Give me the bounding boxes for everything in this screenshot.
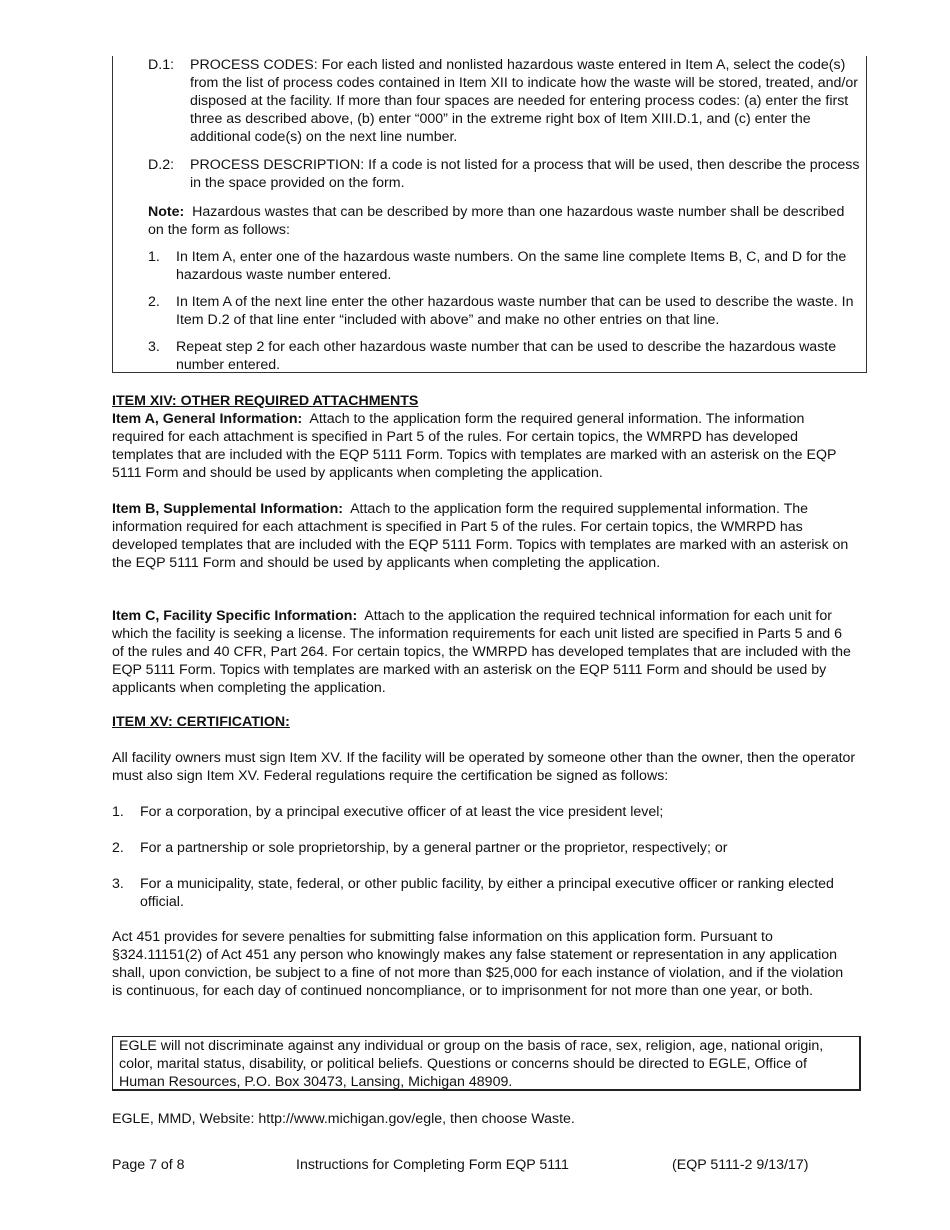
item-xiv-heading: ITEM XIV: OTHER REQUIRED ATTACHMENTS bbox=[112, 393, 419, 409]
item-xiv-a-label: Item A, General Information: bbox=[112, 411, 303, 427]
list-number: 2. bbox=[112, 840, 124, 856]
note-step-text: In Item A of the next line enter the other hazardous waste number that can be used to describe the waste. In Item D.2 of that line enter “included with above” and make no other entries on that line. bbox=[176, 294, 854, 328]
item-xv-heading: ITEM XV: CERTIFICATION: bbox=[112, 714, 290, 730]
item-xiv-b-text: Attach to the application form the required supplemental information. The information required for each attachment is specified in Part 5 of the rules. For certain topics, the WMRPD has developed templates that are included with the EQP 5111 Form. Topics with templates are marked with an asterisk on the EQP 5111 Form and should be used by applicants when completing the application. bbox=[112, 501, 849, 571]
item-d2-label: D.2: bbox=[148, 157, 175, 173]
item-d2-text: PROCESS DESCRIPTION: If a code is not listed for a process that will be used, then describe the process in the space provided on the form. bbox=[190, 157, 860, 191]
note-step-text: In Item A, enter one of the hazardous waste numbers. On the same line complete Items B, C, and D for the hazardous waste number entered. bbox=[176, 249, 847, 283]
item-xv-intro: All facility owners must sign Item XV. If the facility will be operated by someone other than the owner, then the operator must also sign Item XV. Federal regulations require the certification be signed as follows: bbox=[112, 750, 856, 784]
certification-list-item-3 bbox=[112, 875, 857, 911]
note-step-1 bbox=[148, 248, 858, 284]
penalty-paragraph: Act 451 provides for severe penalties for submitting false information on this application form. Pursuant to §324.11151(2) of Act 451 any person who knowingly makes any false statement or representation in any application shall, upon conviction, be subject to a fine of not more than $25,000 for each instance of violation, and if the violation is continuous, for each day of continued noncompliance, or to imprisonment for not more than one year, or both. bbox=[112, 929, 844, 999]
list-number: 1. bbox=[112, 804, 124, 820]
item-xiv-b bbox=[112, 500, 857, 572]
item-d1 bbox=[148, 56, 860, 146]
list-text: For a partnership or sole proprietorship, by a general partner or the proprietor, respectively; or bbox=[140, 840, 728, 856]
note-step-3 bbox=[148, 338, 858, 374]
list-text: For a corporation, by a principal executive officer of at least the vice president level; bbox=[140, 804, 664, 820]
note-step-number: 2. bbox=[148, 294, 160, 310]
certification-list-item-1 bbox=[112, 803, 857, 821]
item-xiv-a-text: Attach to the application form the required general information. The information required for each attachment is specified in Part 5 of the rules. For certain topics, the WMRPD has developed templates that are included with the EQP 5111 Form. Topics with templates are marked with an asterisk on the EQP 5111 Form and should be used by applicants when completing the application. bbox=[112, 411, 837, 481]
note-step-number: 3. bbox=[148, 339, 160, 355]
list-number: 3. bbox=[112, 876, 124, 892]
website-line: EGLE, MMD, Website: http://www.michigan.gov/egle, then choose Waste. bbox=[112, 1111, 575, 1127]
note-paragraph bbox=[148, 203, 858, 239]
item-d2 bbox=[148, 156, 860, 192]
item-d1-label: D.1: bbox=[148, 57, 175, 73]
item-xiv-c-label: Item C, Facility Specific Information: bbox=[112, 608, 358, 624]
list-text: For a municipality, state, federal, or other public facility, by either a principal executive officer or ranking elected official. bbox=[140, 876, 834, 910]
certification-list-item-2 bbox=[112, 839, 857, 857]
note-step-number: 1. bbox=[148, 249, 160, 265]
item-xiv-c-text: Attach to the application the required technical information for each unit for which the facility is seeking a license. The information requirements for each unit listed are specified in Parts 5 and 6 of the rules and 40 CFR, Part 264. For certain topics, the WMRPD has developed templates that are included with the EQP 5111 Form. Topics with templates are marked with an asterisk on the EQP 5111 Form and should be used by applicants when completing the application. bbox=[112, 608, 851, 696]
item-xiv-a bbox=[112, 410, 857, 482]
item-xiv-c bbox=[112, 607, 857, 697]
item-d1-text: PROCESS CODES: For each listed and nonlisted hazardous waste entered in Item A, select the code(s) from the list of process codes contained in Item XII to indicate how the waste will be stored, treated, and/or disposed at the facility. If more than four spaces are needed for entering process codes: (a) enter the first three as described above, (b) enter “000” in the extreme right box of Item XIII.D.1, and (c) enter the additional code(s) on the next line number. bbox=[190, 57, 858, 145]
note-step-text: Repeat step 2 for each other hazardous waste number that can be used to describe the hazardous waste number entered. bbox=[176, 339, 837, 373]
footer-form-id: (EQP 5111-2 9/13/17) bbox=[672, 1157, 809, 1173]
nondiscrimination-text: EGLE will not discriminate against any individual or group on the basis of race, sex, religion, age, national origin, color, marital status, disability, or political beliefs. Questions or concerns should be directed to EGLE, Office of Human Resources, P.O. Box 30473, Lansing, Michigan 48909. bbox=[119, 1038, 824, 1090]
note-label: Note: bbox=[148, 204, 185, 220]
note-step-2 bbox=[148, 293, 858, 329]
footer-page-number: Page 7 of 8 bbox=[112, 1157, 185, 1173]
item-xiv-b-label: Item B, Supplemental Information: bbox=[112, 501, 343, 517]
footer-title: Instructions for Completing Form EQP 5111 bbox=[296, 1157, 569, 1173]
nondiscrimination-notice bbox=[112, 1036, 861, 1091]
note-text: Hazardous wastes that can be described by more than one hazardous waste number shall be described on the form as follows: bbox=[148, 204, 845, 238]
